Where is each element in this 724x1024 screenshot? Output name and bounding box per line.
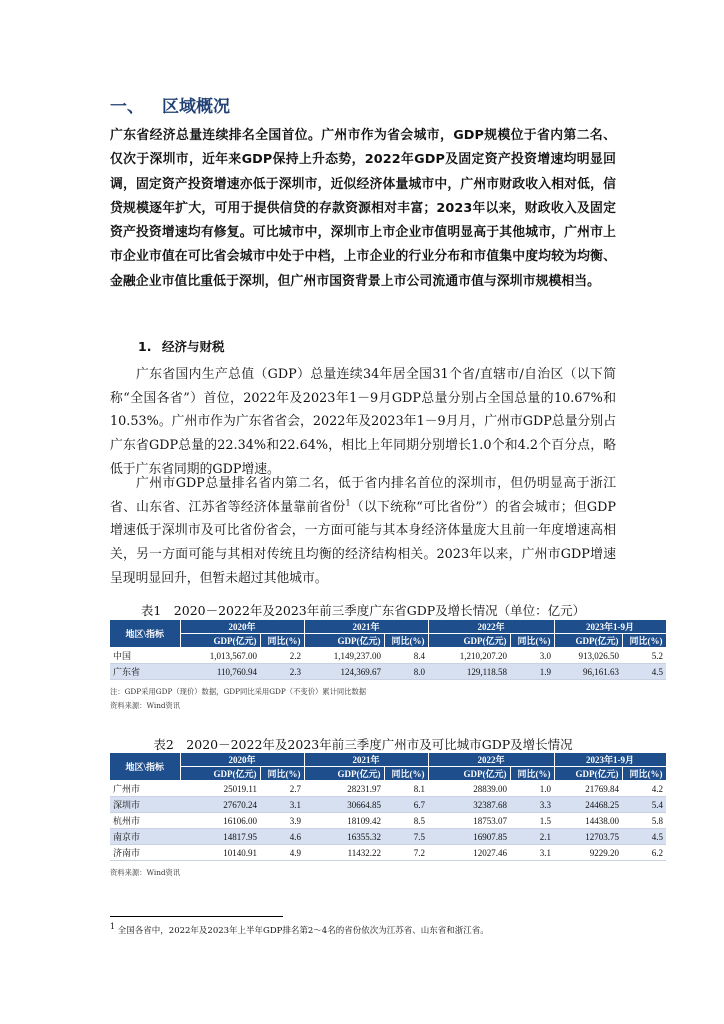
table-cell: 12027.46 — [428, 845, 510, 861]
table2 — [110, 753, 667, 861]
subsection-heading — [138, 337, 225, 355]
table-cell: 7.5 — [384, 829, 428, 845]
table1-source: 资料来源：Wind资讯 — [110, 701, 181, 710]
table-cell: 1,210,207.20 — [428, 648, 510, 664]
table-cell: 1.5 — [510, 813, 554, 829]
table-cell: 124,369.67 — [304, 664, 384, 680]
table-cell: 24468.25 — [554, 797, 622, 813]
footnote — [110, 924, 489, 936]
footnote-divider — [110, 916, 283, 917]
table-cell: 1,013,567.00 — [180, 648, 260, 664]
table1-year-header: 2020年 — [180, 620, 304, 634]
table-cell: 28231.97 — [304, 781, 384, 797]
table-cell: 8.5 — [384, 813, 428, 829]
table2-growth-header: 同比(%) — [510, 767, 554, 781]
section-number: 一、 — [110, 97, 144, 117]
table1-region-header: 地区\指标 — [110, 620, 180, 648]
table-cell: 5.4 — [622, 797, 666, 813]
table-cell: 18109.42 — [304, 813, 384, 829]
table-cell: 3.1 — [260, 797, 304, 813]
table2-source: 资料来源：Wind资讯 — [110, 868, 181, 877]
table-cell: 3.0 — [510, 648, 554, 664]
table-row — [110, 797, 666, 813]
table1-gdp-header: GDP(亿元) — [180, 634, 260, 648]
table-cell: 21769.84 — [554, 781, 622, 797]
table2-year-header: 2021年 — [304, 753, 428, 767]
footnote-text: 全国各省中，2022年及2023年上半年GDP排名第2～4名的省份依次为江苏省、山东省和浙江省。 — [117, 926, 489, 936]
table-cell: 14438.00 — [554, 813, 622, 829]
table2-growth-header: 同比(%) — [384, 767, 428, 781]
section-title: 区域概况 — [162, 97, 230, 117]
table-cell: 30664.85 — [304, 797, 384, 813]
table-cell: 济南市 — [110, 845, 180, 861]
table-cell: 5.2 — [622, 648, 666, 664]
table-cell: 7.2 — [384, 845, 428, 861]
table-cell: 8.1 — [384, 781, 428, 797]
table-cell: 4.5 — [622, 664, 666, 680]
table1-gdp-header: GDP(亿元) — [428, 634, 510, 648]
table-cell: 2.1 — [510, 829, 554, 845]
table2-gdp-header: GDP(亿元) — [180, 767, 260, 781]
table-cell: 913,026.50 — [554, 648, 622, 664]
table1-note: 注：GDP采用GDP（现价）数据，GDP同比采用GDP（不变价）累计同比数据 — [110, 687, 367, 696]
table-cell: 16355.32 — [304, 829, 384, 845]
table-cell: 中国 — [110, 648, 180, 664]
table-cell: 6.7 — [384, 797, 428, 813]
table2-year-header: 2020年 — [180, 753, 304, 767]
table-cell: 96,161.63 — [554, 664, 622, 680]
table1-year-header: 2022年 — [428, 620, 554, 634]
table-row — [110, 813, 666, 829]
subsection-title: 经济与财税 — [162, 339, 225, 354]
table1-year-header: 2021年 — [304, 620, 428, 634]
table-cell: 12703.75 — [554, 829, 622, 845]
table-cell: 深圳市 — [110, 797, 180, 813]
table-cell: 1,149,237.00 — [304, 648, 384, 664]
section-heading — [110, 92, 230, 117]
table-cell: 3.1 — [510, 845, 554, 861]
table-cell: 2.2 — [260, 648, 304, 664]
table-cell: 4.2 — [622, 781, 666, 797]
footnote-reference[interactable]: 1 — [345, 498, 351, 508]
table-cell: 4.9 — [260, 845, 304, 861]
table-cell: 1.9 — [510, 664, 554, 680]
table-cell: 10140.91 — [180, 845, 260, 861]
table-cell: 杭州市 — [110, 813, 180, 829]
table2-gdp-header: GDP(亿元) — [428, 767, 510, 781]
table-cell: 1.0 — [510, 781, 554, 797]
table-cell: 5.8 — [622, 813, 666, 829]
body-paragraph-2-part-b: （以下统称“可比省份”）的省会城市；但GDP增速低于深圳市及可比省份省会，一方面可能与其本身经济体量庞大且前一年度增速高相关，另一方面可能与其相对传统且均衡的经济结构相关。2023年以来，广州市GDP增速呈现明显回升，但暂未超过其他城市。 — [110, 499, 617, 586]
table1-caption: 表1 2020－2022年及2023年前三季度广东省GDP及增长情况（单位：亿元） — [140, 603, 586, 618]
table-cell: 4.6 — [260, 829, 304, 845]
table-cell: 8.4 — [384, 648, 428, 664]
table2-region-header: 地区\指标 — [110, 753, 180, 781]
body-paragraph-2-part-a: 广州市GDP总量排名省内第二名，低于省内排名首位的深圳市，但仍明显高于浙江省、山东省、江苏省等经济体量靠前省份 — [110, 476, 616, 515]
table2-gdp-header: GDP(亿元) — [304, 767, 384, 781]
table-cell: 广东省 — [110, 664, 180, 680]
table-cell: 18753.07 — [428, 813, 510, 829]
table1-gdp-header: GDP(亿元) — [304, 634, 384, 648]
table1-growth-header: 同比(%) — [622, 634, 666, 648]
body-paragraph-1: 广东省国内生产总值（GDP）总量连续34年居全国31个省/直辖市/自治区（以下简称“全国各省”）首位，2022年及2023年1－9月GDP总量分别占全国总量的10.67%和10.53%。广州市作为广东省省会，2022年及2023年1－9月月，广州市GDP总量分别占广东省GDP总量的22.34%和22.64%，相比上年同期分别增长1.0个和4.2个百分点，略低于广东省同期的GDP增速。 — [110, 367, 616, 477]
table-cell: 2.7 — [260, 781, 304, 797]
table1-growth-header: 同比(%) — [384, 634, 428, 648]
footnote-mark: 1 — [110, 922, 116, 932]
table-row — [110, 829, 666, 845]
table2-gdp-header: GDP(亿元) — [554, 767, 622, 781]
table-cell: 2.3 — [260, 664, 304, 680]
table-cell: 3.3 — [510, 797, 554, 813]
table2-year-header: 2023年1-9月 — [554, 753, 666, 767]
table-cell: 8.0 — [384, 664, 428, 680]
table-cell: 南京市 — [110, 829, 180, 845]
table-cell: 6.2 — [622, 845, 666, 861]
table-row — [110, 781, 666, 797]
table-cell: 25019.11 — [180, 781, 260, 797]
table-row — [110, 664, 666, 680]
table-cell: 9229.20 — [554, 845, 622, 861]
table2-growth-header: 同比(%) — [622, 767, 666, 781]
table1-growth-header: 同比(%) — [260, 634, 304, 648]
table1-year-header: 2023年1-9月 — [554, 620, 666, 634]
table2-growth-header: 同比(%) — [260, 767, 304, 781]
table-cell: 16907.85 — [428, 829, 510, 845]
table2-caption: 表2 2020－2022年及2023年前三季度广州市及可比城市GDP及增长情况 — [153, 737, 573, 752]
table1 — [110, 620, 667, 680]
table1-gdp-header: GDP(亿元) — [554, 634, 622, 648]
table2-year-header: 2022年 — [428, 753, 554, 767]
table-cell: 14817.95 — [180, 829, 260, 845]
table-cell: 32387.68 — [428, 797, 510, 813]
table-cell: 16106.00 — [180, 813, 260, 829]
body-paragraph-2 — [110, 472, 616, 591]
table-cell: 广州市 — [110, 781, 180, 797]
subsection-number: 1. — [138, 339, 152, 354]
table-cell: 11432.22 — [304, 845, 384, 861]
table-cell: 27670.24 — [180, 797, 260, 813]
summary-paragraph: 广东省经济总量连续排名全国首位。广州市作为省会城市，GDP规模位于省内第二名、仅次于深圳市，近年来GDP保持上升态势，2022年GDP及固定资产投资增速均明显回调，固定资产投资增速亦低于深圳市，近似经济体量城市中，广州市财政收入相对低，信贷规模逐年扩大，可用于提供信贷的存款资源相对丰富；2023年以来，财政收入及固定资产投资增速均有修复。可比城市中，深圳市上市企业市值明显高于其他城市，广州市上市企业市值在可比省会城市中处于中档，上市企业的行业分布和市值集中度均较为均衡、金融企业市值比重低于深圳，但广州市国资背景上市公司流通市值与深圳市规模相当。 — [110, 128, 616, 289]
table-cell: 3.9 — [260, 813, 304, 829]
table-row — [110, 648, 666, 664]
table-cell: 28839.00 — [428, 781, 510, 797]
table-cell: 129,118.58 — [428, 664, 510, 680]
table-cell: 4.5 — [622, 829, 666, 845]
table1-growth-header: 同比(%) — [510, 634, 554, 648]
table-row — [110, 845, 666, 861]
table-cell: 110,760.94 — [180, 664, 260, 680]
